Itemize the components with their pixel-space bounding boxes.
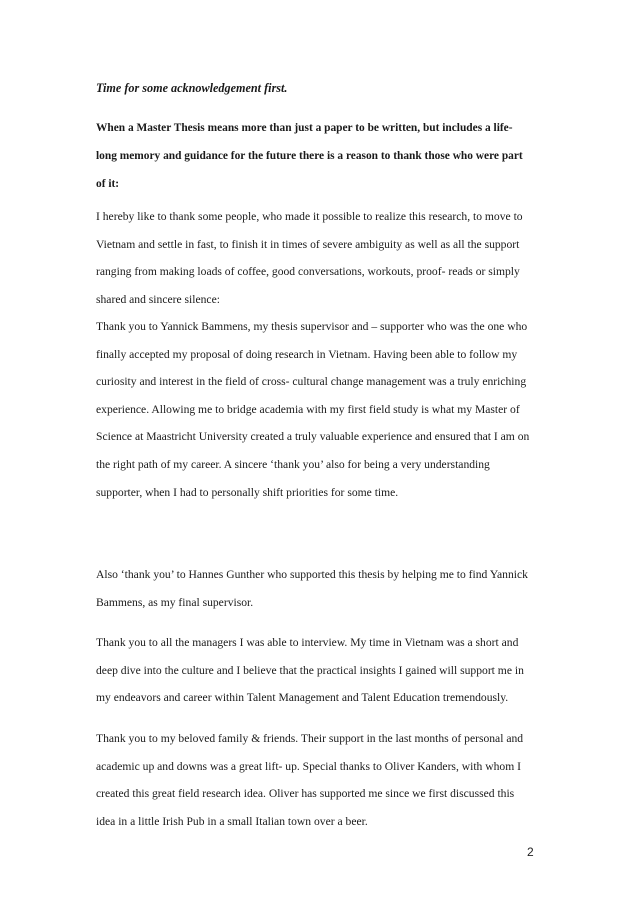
text-line: Thank you to my beloved family & friends. Their support in the last months of personal and [96,732,524,745]
text-line: deep dive into the culture and I believe that the practical insights I gained will support me in [96,663,524,677]
text-line: curiosity and interest in the field of cross- cultural change management was a truly enriching [96,375,527,389]
text-line: created this great field research idea. Oliver has supported me since we first discussed this [96,787,515,801]
text-line: I hereby like to thank some people, who made it possible to realize this research, to move to [96,210,523,223]
text-line: my endeavors and career within Talent Management and Talent Education tremendously. [96,691,509,705]
text-line: Also ‘thank you’ to Hannes Gunther who supported this thesis by helping me to find Yannick [96,568,528,581]
text-line: Bammens, as my final supervisor. [96,595,254,609]
page-number: 2 [527,845,534,859]
text-line: Science at Maastricht University created a truly valuable experience and ensured that I am on [96,430,530,444]
text-line: idea in a little Irish Pub in a small Italian town over a beer. [96,814,368,828]
intro-paragraph [96,114,546,198]
text-line: ranging from making loads of coffee, good conversations, workouts, proof- reads or simply [96,265,520,279]
text-line: When a Master Thesis means more than just a paper to be written, but includes a life- [96,122,513,134]
text-line: finally accepted my proposal of doing research in Vietnam. Having been able to follow my [96,347,518,361]
text-line: supporter, when I had to personally shift priorities for some time. [96,485,399,499]
body-paragraph [96,561,548,616]
body-paragraph [96,725,548,835]
section-heading: Time for some acknowledgement first. [96,81,288,95]
body-paragraph [96,629,548,712]
text-line: of it: [96,178,120,190]
text-line: long memory and guidance for the future there is a reason to thank those who were part [96,150,523,162]
body-paragraph [96,313,548,506]
text-line: academic up and downs was a great lift- up. Special thanks to Oliver Kanders, with whom I [96,759,521,773]
text-line: shared and sincere silence: [96,292,220,306]
body-paragraph [96,203,548,313]
text-line: the right path of my career. A sincere ‘thank you’ also for being a very understanding [96,457,490,471]
text-line: experience. Allowing me to bridge academia with my first field study is what my Master of [96,402,520,416]
text-line: Thank you to all the managers I was able to interview. My time in Vietnam was a short and [96,636,519,649]
text-line: Thank you to Yannick Bammens, my thesis supervisor and – supporter who was the one who [96,320,528,333]
text-line: Vietnam and settle in fast, to finish it in times of severe ambiguity as well as all the support [96,237,520,251]
